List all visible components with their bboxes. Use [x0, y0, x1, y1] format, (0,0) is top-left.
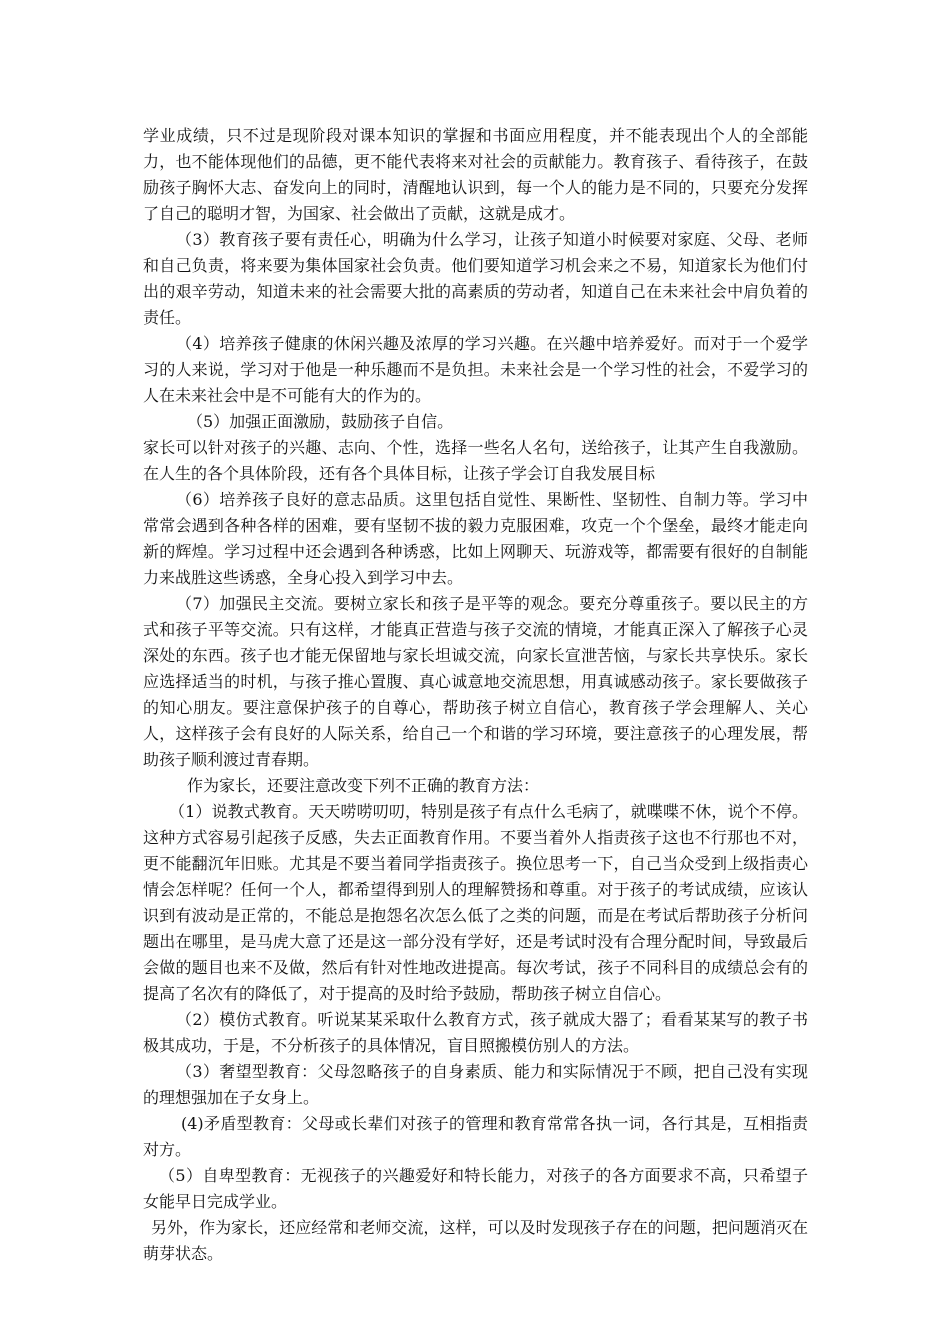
paragraph-intro: 学业成绩，只不过是现阶段对课本知识的掌握和书面应用程度，并不能表现出个人的全部能力，也不能体现他们的品德，更不能代表将来对社会的贡献能力。教育孩子、看待孩子，在鼓励孩子胸怀大志、奋发向上的同时，清醒地认识到，每一个人的能力是不同的，只要充分发挥了自己的聪明才智，为国家、社会做出了贡献，这就是成才。 [143, 126, 808, 223]
paragraph-item-5-encourage: （5）加强正面激励，鼓励孩子自信。 [187, 412, 454, 431]
paragraph-item-4-interest: （4）培养孩子健康的休闲兴趣及浓厚的学习兴趣。在兴趣中培养爱好。而对于一个爱学习的人来说，学习对于他是一种乐趣而不是负担。未来社会是一个学习性的社会，不爱学习的人在未来社会中是不可能有大的作为的。 [143, 334, 808, 405]
paragraph-item-7-communication: （7）加强民主交流。要树立家长和孩子是平等的观念。要充分尊重孩子。要以民主的方式和孩子平等交流。只有这样，才能真正营造与孩子交流的情境，才能真正深入了解孩子心灵深处的东西。孩子也才能无保留地与家长坦诚交流，向家长宣泄苦恼，与家长共享快乐。家长应选择适当的时机，与孩子推心置腹、真心诚意地交流思想，用真诚感动孩子。家长要做孩子的知心朋友。要注意保护孩子的自尊心，帮助孩子树立自信心，教育孩子学会理解人、关心人，这样孩子会有良好的人际关系，给自己一个和谐的学习环境，要注意孩子的心理发展，帮助孩子顺利渡过青春期。 [143, 594, 808, 769]
document-body [143, 123, 808, 1267]
paragraph-wrong-2-imitation: （2）模仿式教育。听说某某采取什么教育方式，孩子就成大器了；看看某某写的教子书极其成功，于是，不分析孩子的具体情况，盲目照搬模仿别人的方法。 [143, 1010, 808, 1055]
paragraph-conclusion: 另外，作为家长，还应经常和老师交流，这样，可以及时发现孩子存在的问题，把问题消灭在萌芽状态。 [143, 1218, 808, 1263]
paragraph-wrong-5-low-expectation: （5）自卑型教育：无视孩子的兴趣爱好和特长能力，对孩子的各方面要求不高，只希望子女能早日完成学业。 [143, 1166, 808, 1211]
paragraph-wrong-1-lecturing: （1）说教式教育。天天唠唠叨叨，特别是孩子有点什么毛病了，就喋喋不休，说个不停。这种方式容易引起孩子反感，失去正面教育作用。不要当着外人指责孩子这也不行那也不对，更不能翻沉年旧账。尤其是不要当着同学指责孩子。换位思考一下，自己当众受到上级指责心情会怎样呢？任何一个人，都希望得到别人的理解赞扬和尊重。对于孩子的考试成绩，应该认识到有波动是正常的，不能总是抱怨名次怎么低了之类的问题，而是在考试后帮助孩子分析问题出在哪里，是马虎大意了还是这一部分没有学好，还是考试时没有合理分配时间，导致最后会做的题目也来不及做，然后有针对性地改进提高。每次考试，孩子不同科目的成绩总会有的提高了名次有的降低了，对于提高的及时给予鼓励，帮助孩子树立自信心。 [143, 802, 808, 1003]
paragraph-item-3-responsibility: （3）教育孩子要有责任心，明确为什么学习，让孩子知道小时候要对家庭、父母、老师和自己负责，将来要为集体国家社会负责。他们要知道学习机会来之不易，知道家长为他们付出的艰辛劳动，知道未来的社会需要大批的高素质的劳动者，知道自己在未来社会中肩负着的责任。 [143, 230, 808, 327]
paragraph-wrong-4-contradiction: (4)矛盾型教育：父母或长辈们对孩子的管理和教育常常各执一词，各行其是，互相指责对方。 [143, 1114, 808, 1159]
paragraph-wrong-3-expectation: （3）奢望型教育：父母忽略孩子的自身素质、能力和实际情况于不顾，把自己没有实现的理想强加在子女身上。 [143, 1062, 808, 1107]
paragraph-parent-motivation: 家长可以针对孩子的兴趣、志向、个性，选择一些名人名句，送给孩子，让其产生自我激励。在人生的各个具体阶段，还有各个具体目标，让孩子学会订自我发展目标 [143, 438, 808, 483]
paragraph-item-6-willpower: （6）培养孩子良好的意志品质。这里包括自觉性、果断性、坚韧性、自制力等。学习中常常会遇到各种各样的困难，要有坚韧不拔的毅力克服困难，攻克一个个堡垒，最终才能走向新的辉煌。学习过程中还会遇到各种诱惑，比如上网聊天、玩游戏等，都需要有很好的自制能力来战胜这些诱惑，全身心投入到学习中去。 [143, 490, 808, 587]
paragraph-wrong-methods-intro: 作为家长，还要注意改变下列不正确的教育方法： [187, 776, 540, 795]
